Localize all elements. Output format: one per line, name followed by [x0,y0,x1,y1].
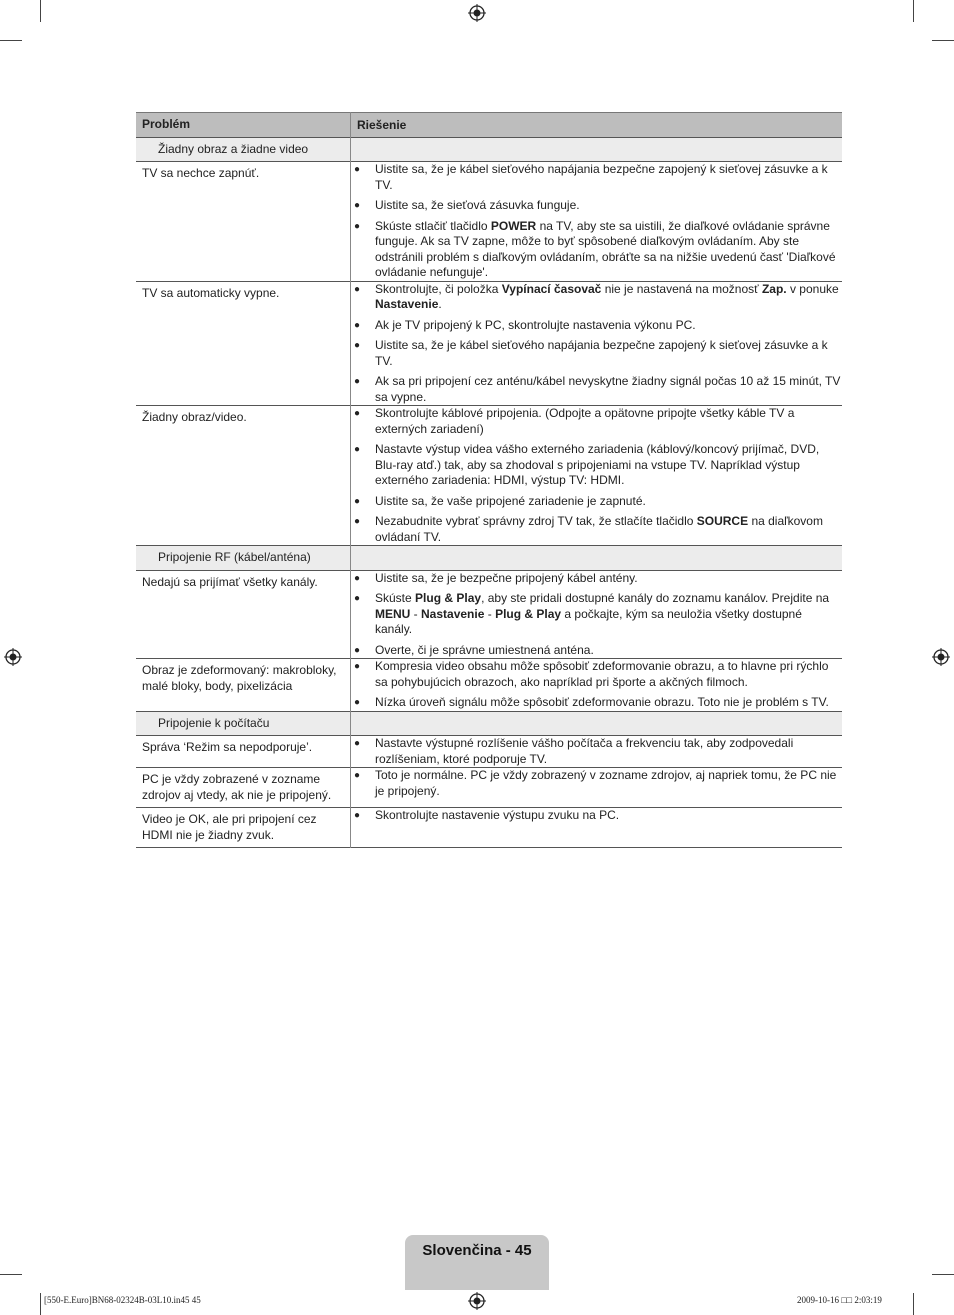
solution-list [351,659,842,711]
solution-list [351,406,842,545]
table-row [136,406,842,546]
problem-cell: TV sa nechce zapnúť. [136,162,351,282]
problem-cell: Obraz je zdeformovaný: makrobloky, malé bloky, body, pixelizácia [136,659,351,712]
solution-item: ● Nízka úroveň signálu môže spôsobiť zdeformovanie obrazu. Toto nie je problém s TV. [351,695,842,711]
registration-mark-top-icon [468,4,486,22]
solution-item: ● Skúste Plug & Play, aby ste pridali dostupné kanály do zoznamu kanálov. Prejdite na MENU - Nastavenie - Plug & Play a počkajte, kým sa neuložia všetky dostupné kanály. [351,591,842,638]
solution-cell [351,659,843,712]
solution-item: ● Skontrolujte, či položka Vypínací časovač nie je nastavená na možnosť Zap. v ponuke Nastavenie. [351,282,842,313]
solution-list [351,808,842,824]
table-row [136,768,842,808]
table-row [136,570,842,659]
problem-cell: Žiadny obraz/video. [136,406,351,546]
table-row [136,281,842,406]
crop-mark-top-right-h [932,40,954,41]
solution-cell [351,281,843,406]
section-title: Žiadny obraz a žiadne video [136,137,351,162]
registration-mark-left-icon [4,648,22,666]
section-row [136,137,842,162]
solution-item: ● Toto je normálne. PC je vždy zobrazený v zozname zdrojov, aj napriek tomu, že PC nie je pripojený. [351,768,842,799]
solution-item: ● Nastavte výstupné rozlíšenie vášho počítača a frekvenciu tak, aby zodpovedali rozlíšeniam, ktoré podporuje TV. [351,736,842,767]
registration-mark-bottom-icon [468,1292,486,1310]
crop-mark-top-left-h [0,40,22,41]
section-empty-cell [351,137,843,162]
solution-item: ● Uistite sa, že je kábel sieťového napájania bezpečne zapojený k sieťovej zásuvke a k TV. [351,338,842,369]
registration-mark-right-icon [932,648,950,666]
crop-mark-bottom-left-v [40,1293,41,1315]
table-row [136,162,842,282]
solution-item: ● Ak sa pri pripojení cez anténu/kábel nevyskytne žiadny signál počas 10 až 15 minút, TV sa vypne. [351,374,842,405]
solution-item: ● Ak je TV pripojený k PC, skontrolujte nastavenia výkonu PC. [351,318,842,334]
solution-item: ● Skontrolujte nastavenie výstupu zvuku na PC. [351,808,842,824]
solution-list [351,282,842,406]
table-body [136,137,842,848]
problem-cell: TV sa automaticky vypne. [136,281,351,406]
solution-item: ● Nastavte výstup videa vášho externého zariadenia (káblový/koncový prijímač, DVD, Blu-ray atď.) tak, aby sa zhodoval s pripojeniami na vstupe TV. Napríklad výstup externého zariadenia: HDMI, výstup TV: HDMI. [351,442,842,489]
table-row [136,659,842,712]
column-header-problem: Problém [136,113,351,138]
section-empty-cell [351,711,843,736]
solution-item: ● Overte, či je správne umiestnená anténa. [351,643,842,659]
table-header-row [136,113,842,138]
solution-item: ● Skontrolujte káblové pripojenia. (Odpojte a opätovne pripojte všetky káble TV a externých zariadení) [351,406,842,437]
section-empty-cell [351,546,843,571]
column-header-solution: Riešenie [357,118,407,132]
crop-mark-bottom-right-v [913,1293,914,1315]
problem-cell: PC je vždy zobrazené v zozname zdrojov aj vtedy, ak nie je pripojený. [136,768,351,808]
troubleshooting-table [136,112,842,848]
solution-cell [351,808,843,848]
section-title: Pripojenie RF (kábel/anténa) [136,546,351,571]
solution-item: ● Uistite sa, že vaše pripojené zariadenie je zapnuté. [351,494,842,510]
problem-cell: Nedajú sa prijímať všetky kanály. [136,570,351,659]
crop-mark-bottom-right-h [932,1274,954,1275]
solution-cell [351,570,843,659]
solution-list [351,571,842,659]
print-slug-left: [550-E.Euro]BN68-02324B-03L10.in45 45 [44,1295,201,1305]
solution-cell [351,162,843,282]
solution-item: ● Nezabudnite vybrať správny zdroj TV tak, že stlačíte tlačidlo SOURCE na diaľkovom ovládaní TV. [351,514,842,545]
problem-cell: Správa ‘Režim sa nepodporuje’. [136,736,351,768]
problem-cell: Video je OK, ale pri pripojení cez HDMI nie je žiadny zvuk. [136,808,351,848]
crop-mark-top-right-v [913,0,914,22]
section-title: Pripojenie k počítaču [136,711,351,736]
crop-mark-bottom-left-h [0,1274,22,1275]
solution-cell [351,736,843,768]
solution-item: ● Uistite sa, že je bezpečne pripojený kábel antény. [351,571,842,587]
solution-list [351,736,842,767]
section-row [136,546,842,571]
print-slug-right: 2009-10-16 □□ 2:03:19 [797,1295,882,1305]
solution-item: ● Uistite sa, že je kábel sieťového napájania bezpečne zapojený k sieťovej zásuvke a k TV. [351,162,842,193]
solution-cell [351,406,843,546]
solution-cell [351,768,843,808]
solution-item: ● Kompresia video obsahu môže spôsobiť zdeformovanie obrazu, a to hlavne pri rýchlo sa pohybujúcich obrazoch, ako napríklad pri športe a akčných filmoch. [351,659,842,690]
solution-list [351,162,842,281]
solution-item: ● Uistite sa, že sieťová zásuvka funguje. [351,198,842,214]
crop-mark-top-left-v [40,0,41,22]
page-number-tab [405,1235,549,1290]
solution-item: ● Skúste stlačiť tlačidlo POWER na TV, aby ste sa uistili, že diaľkové ovládanie správne funguje. Ak sa TV zapne, môže to byť spôsobené diaľkovým ovládaním. Aby ste odstránili problém s diaľkovým ovládaním, obráťte sa na nižšie uvedenú časť 'Diaľkové ovládanie nefunguje'. [351,219,842,281]
table-row [136,736,842,768]
page-label: Slovenčina - 45 [422,1242,532,1259]
solution-list [351,768,842,799]
section-row [136,711,842,736]
table-row [136,808,842,848]
